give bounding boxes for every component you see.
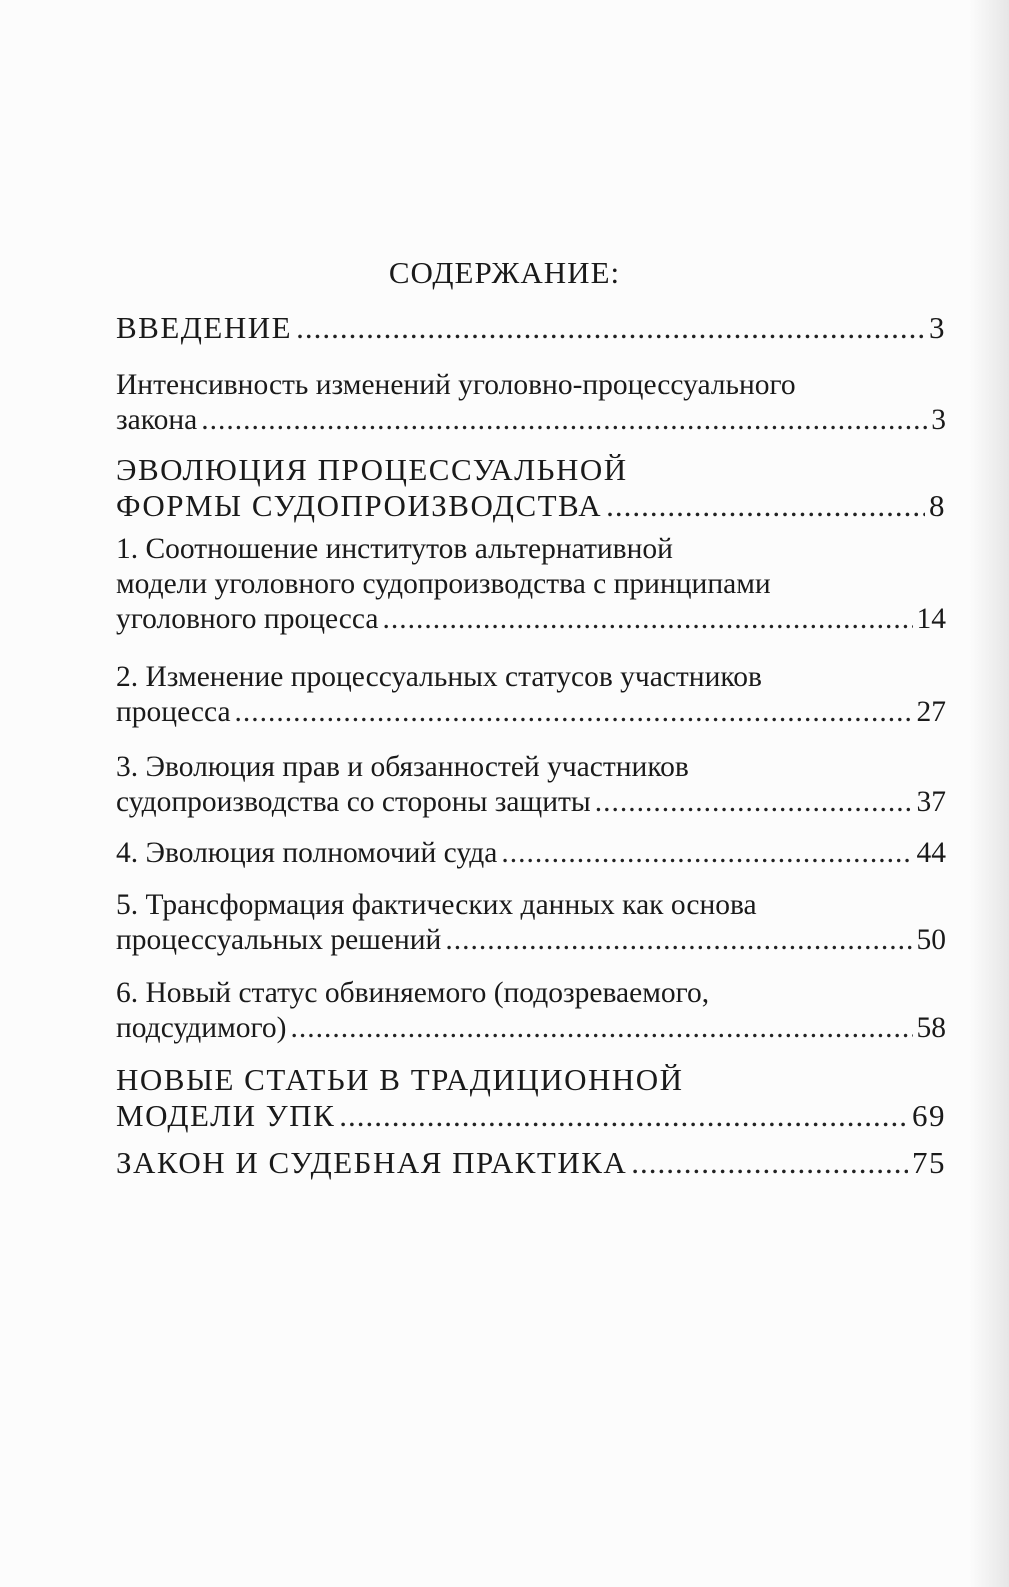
toc-entry: [116, 750, 946, 820]
toc-entry-line: [116, 785, 946, 820]
dot-leader: [290, 1011, 912, 1046]
toc-page-number: 3: [929, 310, 946, 345]
toc-entry: [116, 1062, 946, 1134]
toc-entry: [116, 1145, 946, 1181]
toc-entry-text: 6. Новый статус обвиняемого (подозреваемого,: [116, 977, 710, 1009]
toc-entry: [116, 532, 946, 637]
toc-entry-text: ФОРМЫ СУДОПРОИЗВОДСТВА: [116, 488, 603, 523]
toc-page-number: 27: [916, 696, 946, 728]
toc-entry-text: процессуальных решений: [116, 924, 442, 956]
toc-entry-line: [116, 488, 946, 524]
toc-entry-line: [116, 1145, 946, 1181]
toc-entry: [116, 836, 946, 871]
toc-entry-text: модели уголовного судопроизводства с принципами: [116, 568, 771, 600]
dot-leader: [235, 695, 913, 730]
toc-page-number: 8: [929, 488, 946, 523]
toc-entry-line: [116, 567, 946, 602]
toc-entry-line: [116, 1062, 946, 1098]
toc-entry-text: ЭВОЛЮЦИЯ ПРОЦЕССУАЛЬНОЙ: [116, 452, 628, 487]
toc-title: СОДЕРЖАНИЕ:: [388, 255, 621, 290]
toc-entry: [116, 888, 946, 958]
toc-page-number: 37: [916, 786, 946, 818]
toc-entry-text: уголовного процесса: [116, 603, 379, 635]
toc-entry: [116, 452, 946, 524]
toc-entry-text: НОВЫЕ СТАТЬИ В ТРАДИЦИОННОЙ: [116, 1062, 684, 1097]
dot-leader: [595, 785, 913, 820]
toc-entry-text: закона: [116, 404, 198, 436]
toc-entry-text: процесса: [116, 696, 231, 728]
toc-entry: [116, 368, 946, 438]
toc-entry-line: [116, 403, 946, 438]
toc-page-number: 14: [916, 603, 946, 635]
toc-entry-line: [116, 976, 946, 1011]
toc-entry-line: [116, 750, 946, 785]
toc-entry-text: ЗАКОН И СУДЕБНАЯ ПРАКТИКА: [116, 1145, 628, 1180]
toc-entry-line: [116, 923, 946, 958]
toc-entry: [116, 976, 946, 1046]
dot-leader: [201, 403, 927, 438]
toc-page-number: 3: [931, 404, 946, 436]
toc-entry-text: 1. Соотношение институтов альтернативной: [116, 533, 673, 565]
dot-leader: [501, 836, 912, 871]
toc-page-number: 75: [912, 1145, 946, 1180]
toc-entry-text: 4. Эволюция полномочий суда: [116, 837, 498, 869]
toc-entry-text: 2. Изменение процессуальных статусов участников: [116, 661, 762, 693]
toc-entry: [116, 660, 946, 730]
dot-leader: [382, 602, 912, 637]
toc-entry-line: [116, 602, 946, 637]
toc-entry-line: [116, 660, 946, 695]
toc-entry-line: [116, 695, 946, 730]
toc-page-number: 69: [912, 1098, 946, 1133]
toc-entry-line: [116, 452, 946, 488]
toc-entry-text: судопроизводства со стороны защиты: [116, 786, 591, 818]
dot-leader: [631, 1145, 908, 1181]
toc-entry-text: 5. Трансформация фактических данных как основа: [116, 889, 757, 921]
toc-entry-line: [116, 1098, 946, 1134]
toc-entry-line: [116, 1011, 946, 1046]
toc-entry-line: [116, 532, 946, 567]
toc-page-number: 50: [916, 924, 946, 956]
toc-page-number: 44: [916, 837, 946, 869]
toc-entry-line: [116, 888, 946, 923]
toc-entry-text: Интенсивность изменений уголовно-процессуального: [116, 369, 796, 401]
dot-leader: [339, 1098, 908, 1134]
toc-entry-text: подсудимого): [116, 1012, 287, 1044]
dot-leader: [606, 488, 925, 524]
dot-leader: [445, 923, 912, 958]
toc-entry-line: [116, 310, 946, 346]
dot-leader: [296, 310, 925, 346]
toc-entry-line: [116, 368, 946, 403]
page-edge-shadow: [969, 0, 1009, 1587]
toc-entry-line: [116, 836, 946, 871]
toc-entry-text: ВВЕДЕНИЕ: [116, 310, 293, 345]
toc-entry-text: МОДЕЛИ УПК: [116, 1098, 336, 1133]
toc-entry: [116, 310, 946, 346]
toc-entry-text: 3. Эволюция прав и обязанностей участников: [116, 751, 689, 783]
toc-page-number: 58: [916, 1012, 946, 1044]
